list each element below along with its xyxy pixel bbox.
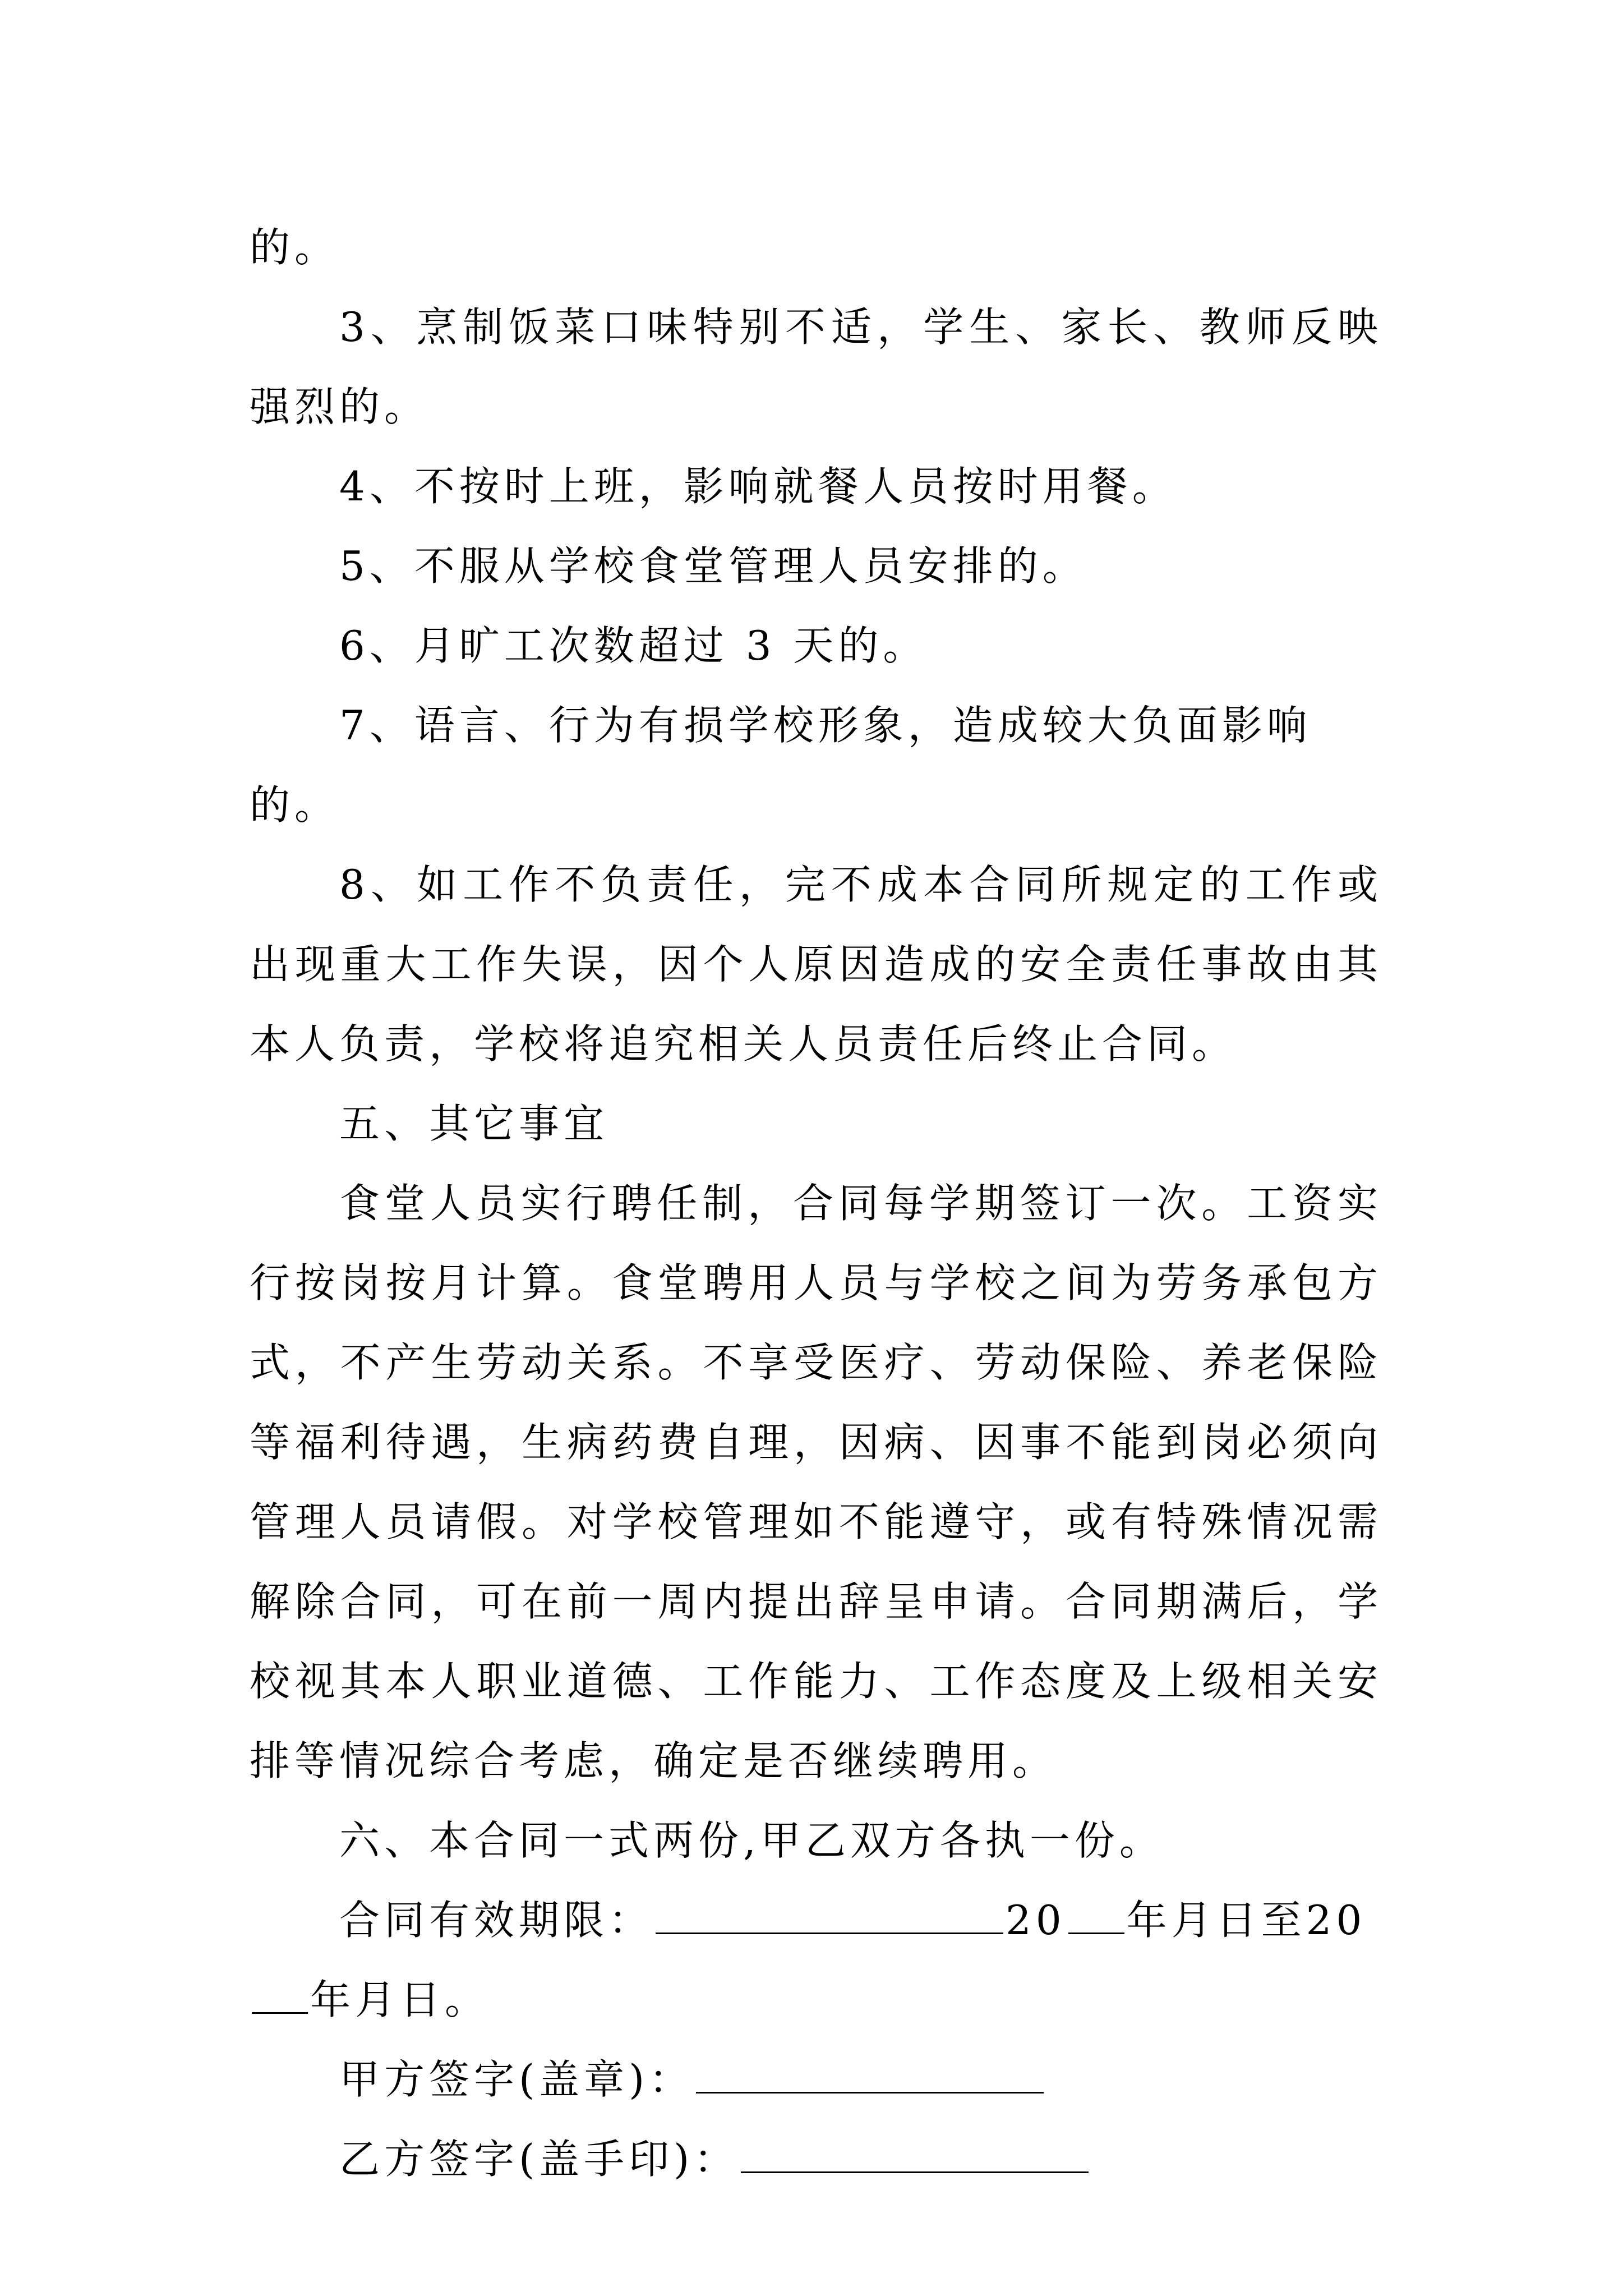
- validity-text-2: 年月日。: [310, 1976, 490, 2023]
- document-body: [250, 208, 1382, 2199]
- validity-blank[interactable]: [656, 1893, 1003, 1934]
- signature-party-b-blank[interactable]: [741, 2132, 1089, 2173]
- section-copies: 六、本合同一式两份,甲乙双方各执一份。: [339, 1817, 1164, 1864]
- clause-8: 8、如工作不负责任，完不成本合同所规定的工作或出现重大工作失误，因个人原因造成的安全责任事故由其本人负责，学校将追究相关人员责任后终止合同。: [250, 861, 1382, 1068]
- paragraph-continuation: 的。: [250, 224, 340, 271]
- validity-year-2: 20: [1306, 1897, 1367, 1944]
- clause-6: 6、月旷工次数超过 3 天的。: [339, 622, 928, 669]
- clause-4: 4、不按时上班，影响就餐人员按时用餐。: [339, 463, 1177, 510]
- clause-7: 7、语言、行为有损学校形象，造成较大负面影响的。: [250, 702, 1312, 829]
- signature-party-b-label: 乙方签字(盖手印)：: [339, 2136, 739, 2183]
- signature-party-a-blank[interactable]: [696, 2053, 1044, 2093]
- section-heading-other-matters: 五、其它事宜: [339, 1100, 609, 1147]
- clause-3: 3、烹制饭菜口味特别不适，学生、家长、教师反映强烈的。: [250, 303, 1382, 430]
- other-matters-paragraph: 食堂人员实行聘任制，合同每学期签订一次。工资实行按岗按月计算。食堂聘用人员与学校之间为劳务承包方式，不产生劳动关系。不享受医疗、劳动保险、养老保险等福利待遇，生病药费自理，因病、因事不能到岗必须向管理人员请假。对学校管理如不能遵守，或有特殊情况需解除合同，可在前一周内提出辞呈申请。合同期满后，学校视其本人职业道德、工作能力、工作态度及上级相关安排等情况综合考虑，确定是否继续聘用。: [250, 1180, 1382, 1784]
- signature-party-b: [250, 2119, 1382, 2199]
- validity-year-1: 20: [1006, 1897, 1066, 1944]
- validity-line: [250, 1880, 1382, 2040]
- signature-party-a-label: 甲方签字(盖章)：: [339, 2056, 694, 2103]
- validity-year-2-blank[interactable]: [252, 1973, 308, 2014]
- validity-year-1-blank[interactable]: [1068, 1893, 1124, 1934]
- validity-text-1: 年月日至: [1126, 1897, 1306, 1944]
- validity-label: 合同有效期限：: [339, 1897, 654, 1944]
- clause-5: 5、不服从学校食堂管理人员安排的。: [339, 542, 1087, 590]
- signature-party-a: [250, 2040, 1382, 2119]
